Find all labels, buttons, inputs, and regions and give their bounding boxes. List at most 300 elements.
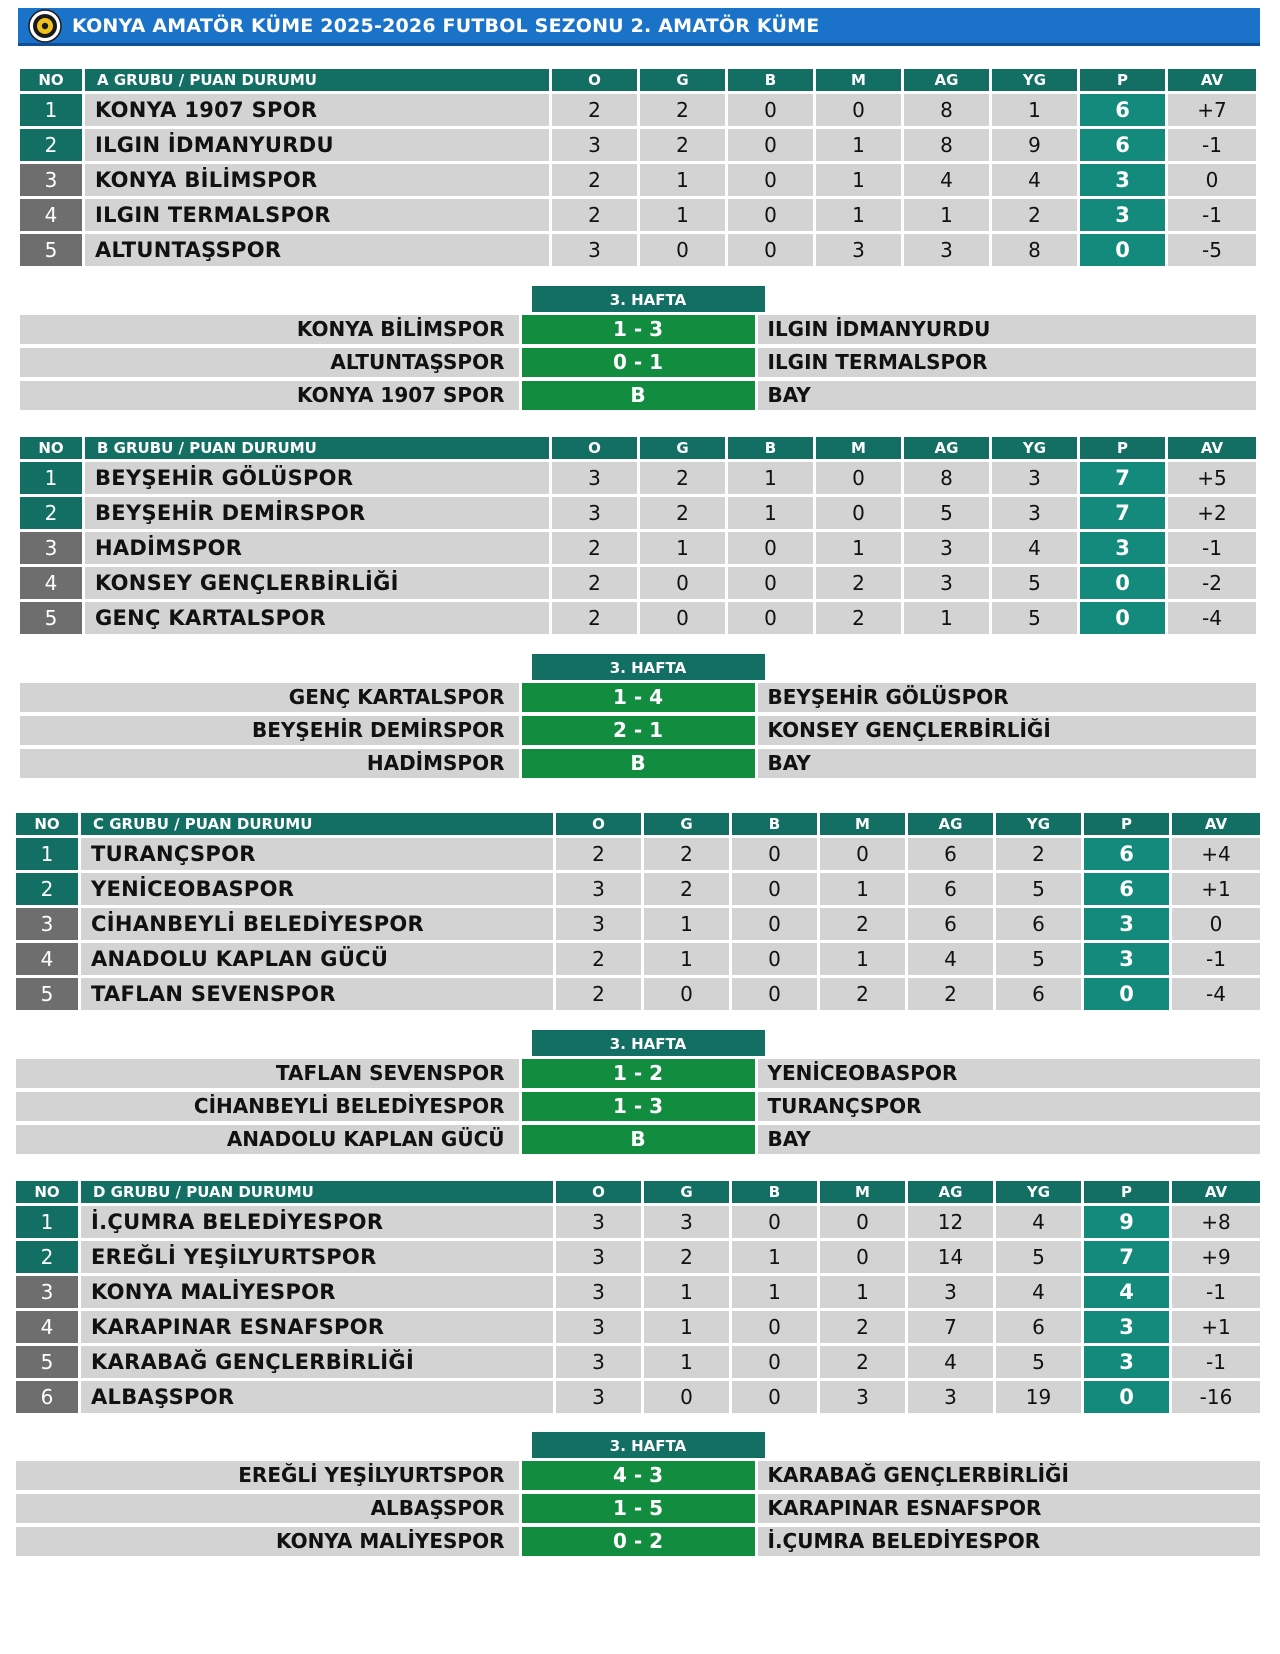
drawn: 0 [732, 978, 817, 1010]
goals-for: 3 [908, 1381, 993, 1413]
goal-diff: +5 [1168, 462, 1256, 494]
goal-diff: -4 [1172, 978, 1260, 1010]
won: 2 [640, 129, 725, 161]
goals-against: 5 [996, 943, 1081, 975]
points: 3 [1080, 532, 1165, 564]
group-b-standings [20, 437, 1256, 634]
goal-diff: -1 [1172, 1276, 1260, 1308]
goals-against: 4 [992, 532, 1077, 564]
header-goals-against: YG [996, 813, 1081, 835]
team-name: HADİMSPOR [85, 532, 549, 564]
fixture-list [16, 1059, 1260, 1154]
lost: 1 [816, 164, 901, 196]
header-won: G [644, 813, 729, 835]
points: 3 [1084, 908, 1169, 940]
home-team: ALTUNTAŞSPOR [20, 348, 519, 377]
away-team: KONSEY GENÇLERBİRLİĞİ [758, 716, 1257, 745]
played: 2 [552, 567, 637, 599]
header-drawn: B [732, 813, 817, 835]
goals-against: 3 [992, 462, 1077, 494]
rank: 4 [16, 943, 78, 975]
match-score: 1 - 2 [522, 1059, 755, 1088]
goal-diff: -1 [1168, 532, 1256, 564]
goals-against: 9 [992, 129, 1077, 161]
team-name: CİHANBEYLİ BELEDİYESPOR [81, 908, 553, 940]
group-title: A GRUBU / PUAN DURUMU [85, 69, 549, 91]
played: 2 [556, 838, 641, 870]
fixture-list [16, 1461, 1260, 1556]
team-name: ILGIN İDMANYURDU [85, 129, 549, 161]
drawn: 0 [728, 234, 813, 266]
team-name: ALTUNTAŞSPOR [85, 234, 549, 266]
points: 7 [1080, 462, 1165, 494]
lost: 1 [816, 129, 901, 161]
drawn: 0 [728, 532, 813, 564]
goal-diff: +7 [1168, 94, 1256, 126]
home-team: ANADOLU KAPLAN GÜCÜ [16, 1125, 519, 1154]
header-goal-diff: AV [1172, 1181, 1260, 1203]
goals-for: 1 [904, 199, 989, 231]
rank: 5 [16, 978, 78, 1010]
team-name: KONYA 1907 SPOR [85, 94, 549, 126]
drawn: 0 [732, 1206, 817, 1238]
goals-for: 8 [904, 129, 989, 161]
goal-diff: +1 [1172, 873, 1260, 905]
points: 0 [1084, 1381, 1169, 1413]
header-played: O [552, 437, 637, 459]
drawn: 0 [732, 873, 817, 905]
goals-against: 2 [996, 838, 1081, 870]
goals-for: 2 [908, 978, 993, 1010]
group-title: B GRUBU / PUAN DURUMU [85, 437, 549, 459]
played: 3 [552, 497, 637, 529]
won: 2 [640, 94, 725, 126]
lost: 2 [820, 1311, 905, 1343]
team-name: TURANÇSPOR [81, 838, 553, 870]
played: 3 [556, 1241, 641, 1273]
points: 0 [1080, 602, 1165, 634]
home-team: KONYA 1907 SPOR [20, 381, 519, 410]
played: 3 [556, 873, 641, 905]
goals-for: 3 [904, 234, 989, 266]
drawn: 0 [728, 94, 813, 126]
away-team: ILGIN TERMALSPOR [758, 348, 1257, 377]
goal-diff: +1 [1172, 1311, 1260, 1343]
standings-table [20, 69, 1256, 266]
lost: 0 [820, 1206, 905, 1238]
week-label: 3. HAFTA [532, 654, 765, 680]
won: 0 [644, 978, 729, 1010]
header-played: O [556, 813, 641, 835]
home-team: HADİMSPOR [20, 749, 519, 778]
goals-for: 4 [904, 164, 989, 196]
goals-for: 3 [908, 1276, 993, 1308]
played: 3 [552, 462, 637, 494]
rank: 5 [20, 234, 82, 266]
played: 3 [552, 129, 637, 161]
lost: 2 [816, 567, 901, 599]
goal-diff: -1 [1172, 943, 1260, 975]
points: 0 [1080, 234, 1165, 266]
home-team: ALBAŞSPOR [16, 1494, 519, 1523]
goals-against: 5 [992, 567, 1077, 599]
rank: 3 [16, 1276, 78, 1308]
header-goals-for: AG [904, 437, 989, 459]
points: 3 [1080, 199, 1165, 231]
drawn: 0 [732, 908, 817, 940]
drawn: 0 [728, 602, 813, 634]
rank: 1 [16, 1206, 78, 1238]
group-c-fixtures [16, 1030, 1260, 1154]
drawn: 0 [728, 567, 813, 599]
header-no: NO [20, 69, 82, 91]
won: 2 [644, 873, 729, 905]
points: 6 [1084, 838, 1169, 870]
played: 2 [552, 532, 637, 564]
lost: 1 [820, 943, 905, 975]
rank: 4 [16, 1311, 78, 1343]
points: 7 [1080, 497, 1165, 529]
points: 0 [1084, 978, 1169, 1010]
standings-table [16, 1181, 1260, 1413]
goals-against: 4 [996, 1206, 1081, 1238]
goals-against: 19 [996, 1381, 1081, 1413]
group-d-fixtures [16, 1432, 1260, 1556]
goals-for: 6 [908, 873, 993, 905]
played: 3 [556, 1311, 641, 1343]
lost: 0 [816, 462, 901, 494]
goal-diff: 0 [1172, 908, 1260, 940]
rank: 2 [16, 873, 78, 905]
header-won: G [640, 69, 725, 91]
home-team: EREĞLİ YEŞİLYURTSPOR [16, 1461, 519, 1490]
rank: 2 [16, 1241, 78, 1273]
team-name: ALBAŞSPOR [81, 1381, 553, 1413]
header-drawn: B [728, 69, 813, 91]
goals-for: 1 [904, 602, 989, 634]
match-score: 4 - 3 [522, 1461, 755, 1490]
played: 2 [552, 94, 637, 126]
header-lost: M [816, 69, 901, 91]
won: 1 [640, 164, 725, 196]
standings-table [20, 437, 1256, 634]
lost: 3 [820, 1381, 905, 1413]
rank: 3 [20, 532, 82, 564]
drawn: 1 [728, 497, 813, 529]
header-lost: M [820, 1181, 905, 1203]
lost: 2 [816, 602, 901, 634]
goals-against: 4 [992, 164, 1077, 196]
goals-against: 1 [992, 94, 1077, 126]
played: 2 [556, 943, 641, 975]
points: 3 [1084, 943, 1169, 975]
header-played: O [552, 69, 637, 91]
goal-diff: -2 [1168, 567, 1256, 599]
away-team: BAY [758, 381, 1257, 410]
won: 1 [644, 1311, 729, 1343]
lost: 2 [820, 978, 905, 1010]
rank: 6 [16, 1381, 78, 1413]
goals-against: 8 [992, 234, 1077, 266]
goals-for: 3 [904, 567, 989, 599]
goals-against: 2 [992, 199, 1077, 231]
goals-for: 6 [908, 838, 993, 870]
won: 1 [644, 908, 729, 940]
page-title: KONYA AMATÖR KÜME 2025-2026 FUTBOL SEZONU 2. AMATÖR KÜME [72, 14, 820, 37]
header-goals-for: AG [908, 1181, 993, 1203]
goals-for: 4 [908, 1346, 993, 1378]
team-name: KONSEY GENÇLERBİRLİĞİ [85, 567, 549, 599]
goal-diff: +9 [1172, 1241, 1260, 1273]
rank: 3 [16, 908, 78, 940]
rank: 2 [20, 497, 82, 529]
drawn: 0 [732, 1346, 817, 1378]
points: 6 [1080, 129, 1165, 161]
points: 0 [1080, 567, 1165, 599]
header-goals-for: AG [904, 69, 989, 91]
lost: 0 [816, 497, 901, 529]
match-score: 1 - 3 [522, 315, 755, 344]
goals-for: 4 [908, 943, 993, 975]
header-goals-against: YG [992, 69, 1077, 91]
goal-diff: -16 [1172, 1381, 1260, 1413]
goals-for: 3 [904, 532, 989, 564]
played: 2 [552, 602, 637, 634]
played: 3 [556, 1276, 641, 1308]
drawn: 0 [728, 199, 813, 231]
away-team: BEYŞEHİR GÖLÜSPOR [758, 683, 1257, 712]
points: 9 [1084, 1206, 1169, 1238]
points: 6 [1084, 873, 1169, 905]
lost: 2 [820, 1346, 905, 1378]
away-team: YENİCEOBASPOR [758, 1059, 1261, 1088]
away-team: BAY [758, 1125, 1261, 1154]
goals-against: 6 [996, 1311, 1081, 1343]
week-label: 3. HAFTA [532, 286, 765, 312]
lost: 1 [820, 1276, 905, 1308]
played: 3 [556, 1206, 641, 1238]
header-goal-diff: AV [1168, 69, 1256, 91]
match-score: B [522, 749, 755, 778]
won: 3 [644, 1206, 729, 1238]
header-played: O [556, 1181, 641, 1203]
goals-for: 14 [908, 1241, 993, 1273]
header-points: P [1080, 437, 1165, 459]
played: 2 [556, 978, 641, 1010]
points: 4 [1084, 1276, 1169, 1308]
goals-for: 5 [904, 497, 989, 529]
team-name: BEYŞEHİR GÖLÜSPOR [85, 462, 549, 494]
goal-diff: -4 [1168, 602, 1256, 634]
goals-for: 7 [908, 1311, 993, 1343]
home-team: TAFLAN SEVENSPOR [16, 1059, 519, 1088]
drawn: 1 [732, 1241, 817, 1273]
match-score: 0 - 2 [522, 1527, 755, 1556]
header-goals-against: YG [996, 1181, 1081, 1203]
header-no: NO [16, 1181, 78, 1203]
week-label: 3. HAFTA [532, 1432, 765, 1458]
drawn: 0 [728, 164, 813, 196]
team-name: YENİCEOBASPOR [81, 873, 553, 905]
drawn: 0 [732, 1381, 817, 1413]
goals-for: 8 [904, 462, 989, 494]
goals-against: 5 [996, 873, 1081, 905]
won: 0 [640, 234, 725, 266]
goal-diff: -1 [1172, 1346, 1260, 1378]
team-name: ANADOLU KAPLAN GÜCÜ [81, 943, 553, 975]
points: 3 [1080, 164, 1165, 196]
header-goal-diff: AV [1168, 437, 1256, 459]
played: 3 [552, 234, 637, 266]
page-header [18, 8, 1260, 46]
lost: 1 [816, 199, 901, 231]
away-team: İ.ÇUMRA BELEDİYESPOR [758, 1527, 1261, 1556]
fixture-list [20, 315, 1256, 410]
played: 3 [556, 1346, 641, 1378]
match-score: 1 - 4 [522, 683, 755, 712]
lost: 0 [816, 94, 901, 126]
goals-against: 4 [996, 1276, 1081, 1308]
team-name: BEYŞEHİR DEMİRSPOR [85, 497, 549, 529]
away-team: KARABAĞ GENÇLERBİRLİĞİ [758, 1461, 1261, 1490]
group-a-fixtures [20, 286, 1256, 410]
points: 3 [1084, 1311, 1169, 1343]
match-score: B [522, 1125, 755, 1154]
won: 1 [640, 532, 725, 564]
drawn: 0 [728, 129, 813, 161]
team-name: ILGIN TERMALSPOR [85, 199, 549, 231]
goal-diff: -1 [1168, 129, 1256, 161]
rank: 1 [20, 94, 82, 126]
group-title: C GRUBU / PUAN DURUMU [81, 813, 553, 835]
home-team: KONYA BİLİMSPOR [20, 315, 519, 344]
lost: 1 [820, 873, 905, 905]
match-score: 2 - 1 [522, 716, 755, 745]
played: 2 [552, 164, 637, 196]
home-team: KONYA MALİYESPOR [16, 1527, 519, 1556]
won: 2 [644, 1241, 729, 1273]
goal-diff: +8 [1172, 1206, 1260, 1238]
goals-against: 5 [996, 1346, 1081, 1378]
rank: 1 [16, 838, 78, 870]
played: 2 [552, 199, 637, 231]
header-won: G [644, 1181, 729, 1203]
team-name: GENÇ KARTALSPOR [85, 602, 549, 634]
drawn: 0 [732, 1311, 817, 1343]
won: 0 [644, 1381, 729, 1413]
header-points: P [1084, 813, 1169, 835]
goals-against: 6 [996, 908, 1081, 940]
team-name: İ.ÇUMRA BELEDİYESPOR [81, 1206, 553, 1238]
lost: 2 [820, 908, 905, 940]
goals-against: 5 [992, 602, 1077, 634]
header-points: P [1084, 1181, 1169, 1203]
won: 1 [640, 199, 725, 231]
rank: 4 [20, 567, 82, 599]
rank: 5 [16, 1346, 78, 1378]
team-name: KONYA MALİYESPOR [81, 1276, 553, 1308]
drawn: 1 [732, 1276, 817, 1308]
federation-logo-icon [28, 9, 62, 43]
home-team: BEYŞEHİR DEMİRSPOR [20, 716, 519, 745]
goals-against: 6 [996, 978, 1081, 1010]
goal-diff: -1 [1168, 199, 1256, 231]
rank: 4 [20, 199, 82, 231]
header-goals-against: YG [992, 437, 1077, 459]
won: 1 [644, 1276, 729, 1308]
goal-diff: -5 [1168, 234, 1256, 266]
goals-for: 12 [908, 1206, 993, 1238]
drawn: 0 [732, 943, 817, 975]
team-name: EREĞLİ YEŞİLYURTSPOR [81, 1241, 553, 1273]
won: 0 [640, 567, 725, 599]
header-lost: M [820, 813, 905, 835]
goal-diff: +4 [1172, 838, 1260, 870]
goal-diff: +2 [1168, 497, 1256, 529]
group-c-standings [16, 813, 1260, 1010]
home-team: GENÇ KARTALSPOR [20, 683, 519, 712]
header-no: NO [16, 813, 78, 835]
lost: 0 [820, 1241, 905, 1273]
match-score: 1 - 5 [522, 1494, 755, 1523]
won: 1 [644, 1346, 729, 1378]
header-points: P [1080, 69, 1165, 91]
goals-against: 5 [996, 1241, 1081, 1273]
lost: 3 [816, 234, 901, 266]
rank: 2 [20, 129, 82, 161]
played: 3 [556, 1381, 641, 1413]
team-name: KARAPINAR ESNAFSPOR [81, 1311, 553, 1343]
standings-table [16, 813, 1260, 1010]
points: 7 [1084, 1241, 1169, 1273]
won: 2 [640, 497, 725, 529]
won: 2 [640, 462, 725, 494]
header-goal-diff: AV [1172, 813, 1260, 835]
group-a-standings [20, 69, 1256, 266]
won: 1 [644, 943, 729, 975]
drawn: 1 [728, 462, 813, 494]
won: 0 [640, 602, 725, 634]
points: 3 [1084, 1346, 1169, 1378]
group-d-standings [16, 1181, 1260, 1413]
away-team: KARAPINAR ESNAFSPOR [758, 1494, 1261, 1523]
team-name: TAFLAN SEVENSPOR [81, 978, 553, 1010]
played: 3 [556, 908, 641, 940]
goal-diff: 0 [1168, 164, 1256, 196]
match-score: 1 - 3 [522, 1092, 755, 1121]
won: 2 [644, 838, 729, 870]
header-won: G [640, 437, 725, 459]
rank: 1 [20, 462, 82, 494]
away-team: TURANÇSPOR [758, 1092, 1261, 1121]
group-b-fixtures [20, 654, 1256, 778]
drawn: 0 [732, 838, 817, 870]
header-goals-for: AG [908, 813, 993, 835]
goals-against: 3 [992, 497, 1077, 529]
away-team: ILGIN İDMANYURDU [758, 315, 1257, 344]
header-drawn: B [732, 1181, 817, 1203]
team-name: KARABAĞ GENÇLERBİRLİĞİ [81, 1346, 553, 1378]
away-team: BAY [758, 749, 1257, 778]
header-lost: M [816, 437, 901, 459]
lost: 1 [816, 532, 901, 564]
goals-for: 6 [908, 908, 993, 940]
points: 6 [1080, 94, 1165, 126]
match-score: B [522, 381, 755, 410]
week-label: 3. HAFTA [532, 1030, 765, 1056]
lost: 0 [820, 838, 905, 870]
team-name: KONYA BİLİMSPOR [85, 164, 549, 196]
